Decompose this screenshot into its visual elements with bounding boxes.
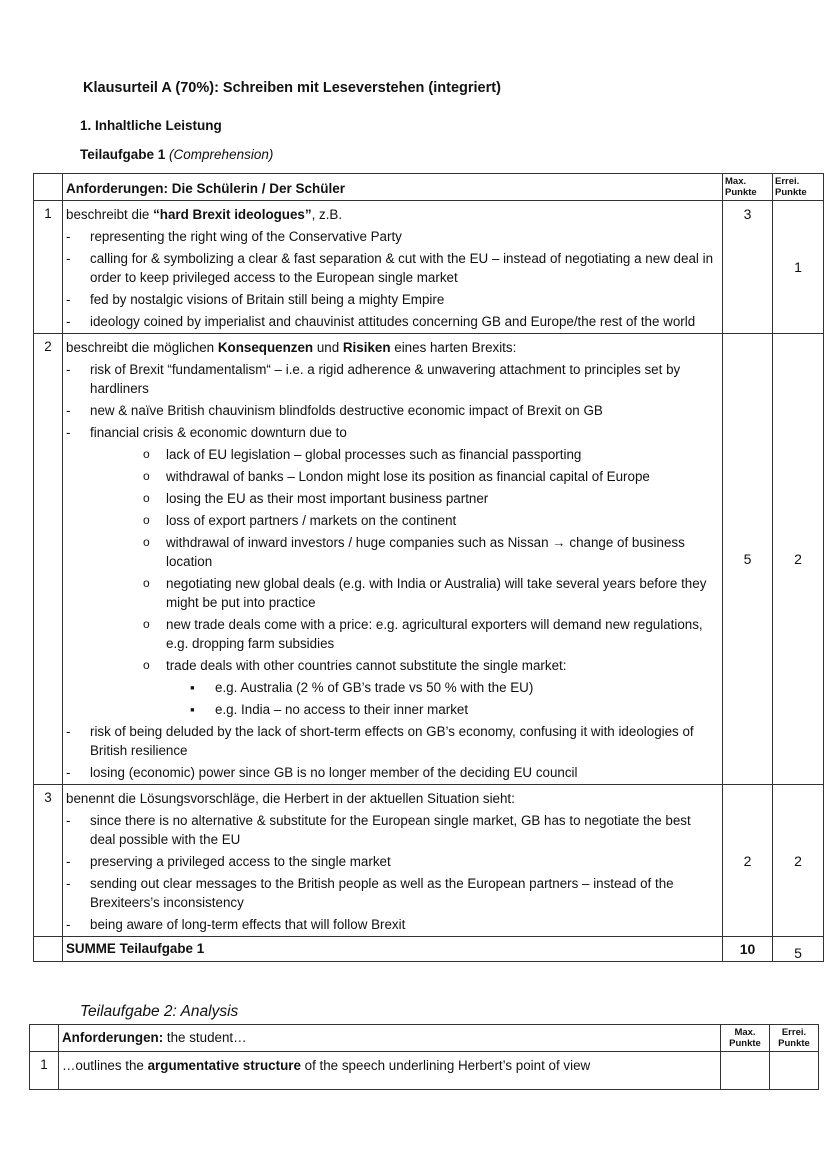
text-segment: und [313,340,343,355]
achieved-points: 2 [773,334,824,785]
text-segment: lack of EU legislation – global processes such as financial passporting [166,447,582,462]
header-req-bold: Anforderungen: [62,1030,164,1045]
text-segment: fed by nostalgic visions of Britain still being a mighty Empire [90,292,445,307]
row-number: 3 [34,785,63,937]
max-points: 3 [723,201,773,334]
table-header-row [30,1025,819,1052]
text-segment: trade deals with other countries cannot substitute the single market: [166,658,567,673]
max-points: 2 [723,785,773,937]
text-segment: risk of being deluded by the lack of short-term effects on GB’s economy, confusing it with ideologies of British resilience [90,724,694,758]
row-intro [66,338,718,357]
achieved-points-cell [770,1052,819,1090]
bold-text: Risiken [342,340,391,355]
list-item [66,423,718,442]
text-segment: loss of export partners / markets on the continent [166,513,457,528]
task1-title-bold: Teilaufgabe 1 [80,147,166,162]
list-item [66,615,718,653]
bullet-list [66,811,718,934]
list-item [66,763,718,782]
table-row [34,201,824,334]
header-max-points: Max. Punkte [723,174,773,201]
row-number: 1 [30,1052,59,1090]
list-item [66,915,718,934]
text-segment: being aware of long-term effects that will follow Brexit [90,917,406,932]
list-item [66,678,718,697]
list-item [66,401,718,420]
header-num-cell [34,174,63,201]
req-bold: argumentative structure [147,1058,301,1073]
list-item [66,700,718,719]
text-segment: beschreibt die [66,207,154,222]
text-segment: e.g. India – no access to their inner market [215,702,469,717]
achieved-points: 1 [773,201,824,334]
text-segment: preserving a privileged access to the single market [90,854,391,869]
task1-title [80,147,273,162]
sum-achieved-points: 5 [773,937,824,962]
text-segment: financial crisis & economic downturn due to [90,425,347,440]
text-segment: , z.B. [311,207,343,222]
text-segment: risk of Brexit “fundamentalism“ – i.e. a rigid adherence & unwavering attachment to principles set by hardliners [90,362,681,396]
row-requirements [63,201,723,334]
row-intro [66,789,718,808]
text-segment: benennt die Lösungsvorschläge, die Herbert in der aktuellen Situation sieht: [66,791,515,806]
list-item [66,574,718,612]
list-item [66,290,718,309]
header-achieved-points: Errei. Punkte [770,1025,819,1052]
text-segment: eines harten Brexits: [390,340,517,355]
list-item [66,722,718,760]
list-item [66,811,718,849]
table-row [34,334,824,785]
text-segment: withdrawal of inward investors / huge companies such as Nissan → change of business location [166,535,685,569]
text-segment: representing the right wing of the Conservative Party [90,229,402,244]
req-post: of the speech underlining Herbert’s point of view [300,1058,591,1073]
text-segment: ideology coined by imperialist and chauvinist attitudes concerning GB and Europe/the rest of the world [90,314,696,329]
text-segment: e.g. Australia (2 % of GB’s trade vs 50 % with the EU) [215,680,534,695]
max-points: 5 [723,334,773,785]
header-req-rest: the student… [163,1030,247,1045]
row-intro [66,205,718,224]
header-requirements [59,1025,721,1052]
list-item [66,511,718,530]
table-row [34,785,824,937]
row-requirements [63,334,723,785]
text-segment: negotiating new global deals (e.g. with India or Australia) will take several years before they might be put into practice [166,576,707,610]
task2-table [29,1024,819,1090]
sum-label: SUMME Teilaufgabe 1 [63,937,723,962]
text-segment: new trade deals come with a price: e.g. agricultural exporters will demand new regulations, e.g. dropping farm subsidies [166,617,703,651]
bullet-list [66,360,718,782]
text-segment: beschreibt die möglichen [66,340,218,355]
text-segment: sending out clear messages to the British people as well as the European partners – instead of the Brexiteers’s inconsistency [90,876,674,910]
row-requirements [63,785,723,937]
header-max-points: Max. Punkte [721,1025,770,1052]
list-item [66,489,718,508]
text-segment: new & naïve British chauvinism blindfolds destructive economic impact of Brexit on GB [90,403,603,418]
list-item [66,852,718,871]
section-heading: 1. Inhaltliche Leistung [80,118,222,133]
row-requirement [59,1052,721,1090]
text-segment: calling for & symbolizing a clear & fast separation & cut with the EU – instead of negotiating a new deal in order to keep privileged access to the European single market [90,251,714,285]
row-number: 1 [34,201,63,334]
req-pre: …outlines the [62,1058,148,1073]
text-segment: withdrawal of banks – London might lose its position as financial capital of Europe [166,469,650,484]
sum-max-points: 10 [723,937,773,962]
task1-title-italic: (Comprehension) [169,147,274,162]
exam-part-heading: Klausurteil A (70%): Schreiben mit Leseverstehen (integriert) [83,80,501,96]
list-item [66,249,718,287]
list-item [66,445,718,464]
bold-text: Konsequenzen [217,340,314,355]
list-item [66,874,718,912]
sum-num-cell [34,937,63,962]
list-item [66,467,718,486]
text-segment: losing the EU as their most important business partner [166,491,489,506]
list-item [66,227,718,246]
row-number: 2 [34,334,63,785]
text-segment: losing (economic) power since GB is no longer member of the deciding EU council [90,765,578,780]
achieved-points: 2 [773,785,824,937]
text-segment: since there is no alternative & substitute for the European single market, GB has to negotiate the best deal possible with the EU [90,813,691,847]
list-item [66,312,718,331]
list-item [66,656,718,675]
bold-text: “hard Brexit ideologues” [153,207,312,222]
list-item [66,533,718,571]
sum-row [34,937,824,962]
header-achieved-points: Errei. Punkte [773,174,824,201]
header-requirements: Anforderungen: Die Schülerin / Der Schüler [63,174,723,201]
task2-title: Teilaufgabe 2: Analysis [80,1003,239,1020]
bullet-list [66,227,718,331]
table-row [30,1052,819,1090]
header-num-cell [30,1025,59,1052]
table-header-row [34,174,824,201]
max-points-cell [721,1052,770,1090]
list-item [66,360,718,398]
task1-table [33,173,824,962]
